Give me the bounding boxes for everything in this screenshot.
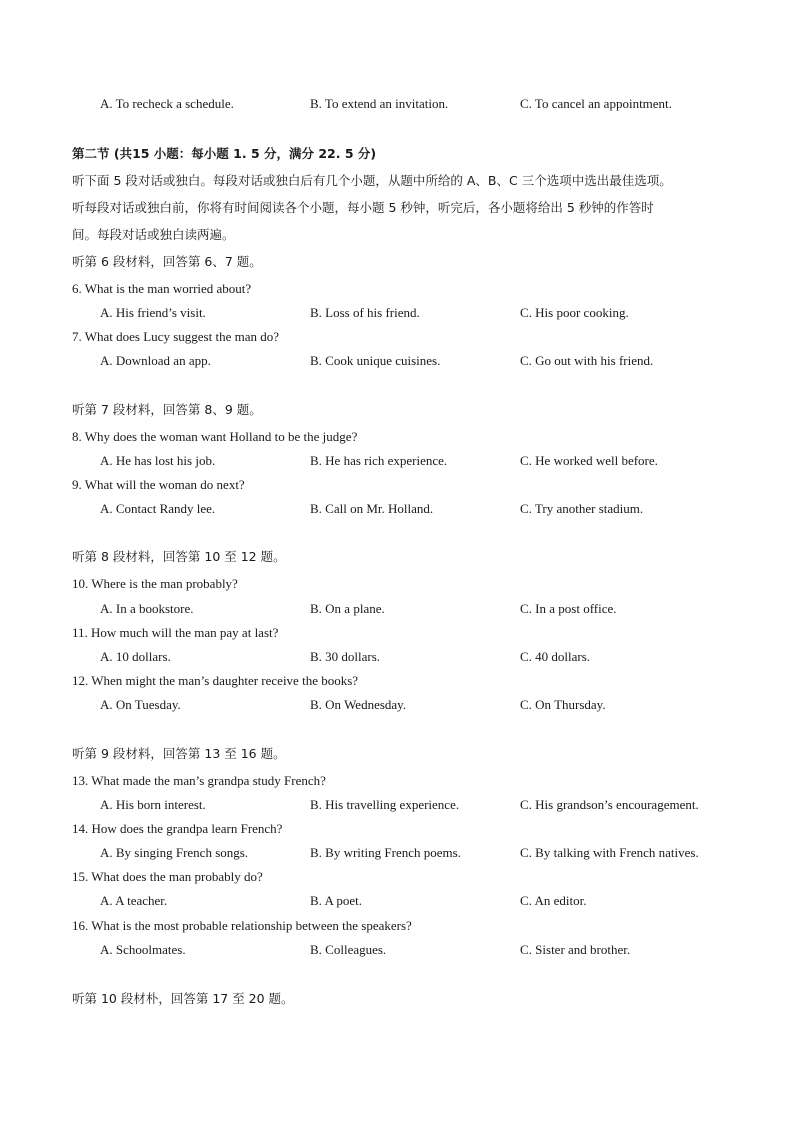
option-a: A. 10 dollars.	[100, 649, 171, 664]
option-c: C. His poor cooking.	[520, 305, 629, 320]
options-row	[0, 797, 794, 813]
options-row	[0, 649, 794, 665]
question-stem: 7. What does Lucy suggest the man do?	[72, 329, 279, 344]
option-a: A. Schoolmates.	[100, 942, 186, 957]
instructions-line: 听每段对话或独白前，你将有时间阅读各个小题，每小题 5 秒钟，听完后，各小题将给出 5 秒钟的作答时	[72, 200, 654, 215]
option-b: B. A poet.	[310, 893, 363, 908]
options-row	[0, 942, 794, 958]
option-b: B. Call on Mr. Holland.	[310, 501, 434, 516]
option-b: B. To extend an invitation.	[310, 96, 449, 111]
option-a: A. His born interest.	[100, 797, 206, 812]
option-b: B. Cook unique cuisines.	[310, 353, 441, 368]
group-heading: 听第 10 段材朴，回答第 17 至 20 题。	[72, 991, 294, 1006]
group-heading: 听第 9 段材料，回答第 13 至 16 题。	[72, 746, 286, 761]
instructions-line: 间。每段对话或独白读两遍。	[72, 227, 235, 242]
instructions-line: 听下面 5 段对话或独白。每段对话或独白后有几个小题，从题中所给的 A、B、C 三个选项中选出最佳选项。	[72, 173, 672, 188]
options-row	[0, 601, 794, 617]
option-c: C. By talking with French natives.	[520, 845, 699, 860]
question-stem: 9. What will the woman do next?	[72, 477, 245, 492]
option-a: A. To recheck a schedule.	[100, 96, 234, 111]
option-a: A. In a bookstore.	[100, 601, 194, 616]
question-stem: 10. Where is the man probably?	[72, 576, 238, 591]
group-heading: 听第 7 段材料，回答第 8、9 题。	[72, 402, 262, 417]
option-c: C. To cancel an appointment.	[520, 96, 672, 111]
option-c: C. Sister and brother.	[520, 942, 631, 957]
options-row	[0, 893, 794, 909]
option-b: B. Loss of his friend.	[310, 305, 420, 320]
option-c: C. Go out with his friend.	[520, 353, 654, 368]
options-row	[0, 353, 794, 369]
option-b: B. 30 dollars.	[310, 649, 381, 664]
option-b: B. His travelling experience.	[310, 797, 460, 812]
option-a: A. He has lost his job.	[100, 453, 216, 468]
option-b: B. He has rich experience.	[310, 453, 448, 468]
options-row	[0, 305, 794, 321]
option-a: A. His friend’s visit.	[100, 305, 206, 320]
option-b: B. By writing French poems.	[310, 845, 461, 860]
option-c: C. In a post office.	[520, 601, 617, 616]
group-heading: 听第 8 段材料，回答第 10 至 12 题。	[72, 549, 286, 564]
question-stem: 12. When might the man’s daughter receive the books?	[72, 673, 359, 688]
question-stem: 16. What is the most probable relationship between the speakers?	[72, 918, 412, 933]
option-c: C. His grandson’s encouragement.	[520, 797, 699, 812]
option-a: A. A teacher.	[100, 893, 168, 908]
question-stem: 13. What made the man’s grandpa study French?	[72, 773, 326, 788]
question-stem: 11. How much will the man pay at last?	[72, 625, 279, 640]
question-stem: 8. Why does the woman want Holland to be the judge?	[72, 429, 358, 444]
option-c: C. On Thursday.	[520, 697, 606, 712]
option-c: C. Try another stadium.	[520, 501, 644, 516]
option-c: C. 40 dollars.	[520, 649, 591, 664]
options-row	[0, 453, 794, 469]
section-title: 第二节 (共15 小题：每小题 1. 5 分，满分 22. 5 分)	[72, 146, 377, 161]
options-row	[0, 96, 794, 112]
option-a: A. Contact Randy lee.	[100, 501, 216, 516]
group-heading: 听第 6 段材料，回答第 6、7 题。	[72, 254, 262, 269]
option-c: C. An editor.	[520, 893, 587, 908]
option-c: C. He worked well before.	[520, 453, 658, 468]
options-row	[0, 697, 794, 713]
question-stem: 15. What does the man probably do?	[72, 869, 263, 884]
option-b: B. Colleagues.	[310, 942, 387, 957]
question-stem: 6. What is the man worried about?	[72, 281, 252, 296]
option-b: B. On Wednesday.	[310, 697, 407, 712]
option-a: A. By singing French songs.	[100, 845, 249, 860]
options-row	[0, 845, 794, 861]
option-a: A. On Tuesday.	[100, 697, 181, 712]
options-row	[0, 501, 794, 517]
question-stem: 14. How does the grandpa learn French?	[72, 821, 283, 836]
option-b: B. On a plane.	[310, 601, 385, 616]
option-a: A. Download an app.	[100, 353, 211, 368]
